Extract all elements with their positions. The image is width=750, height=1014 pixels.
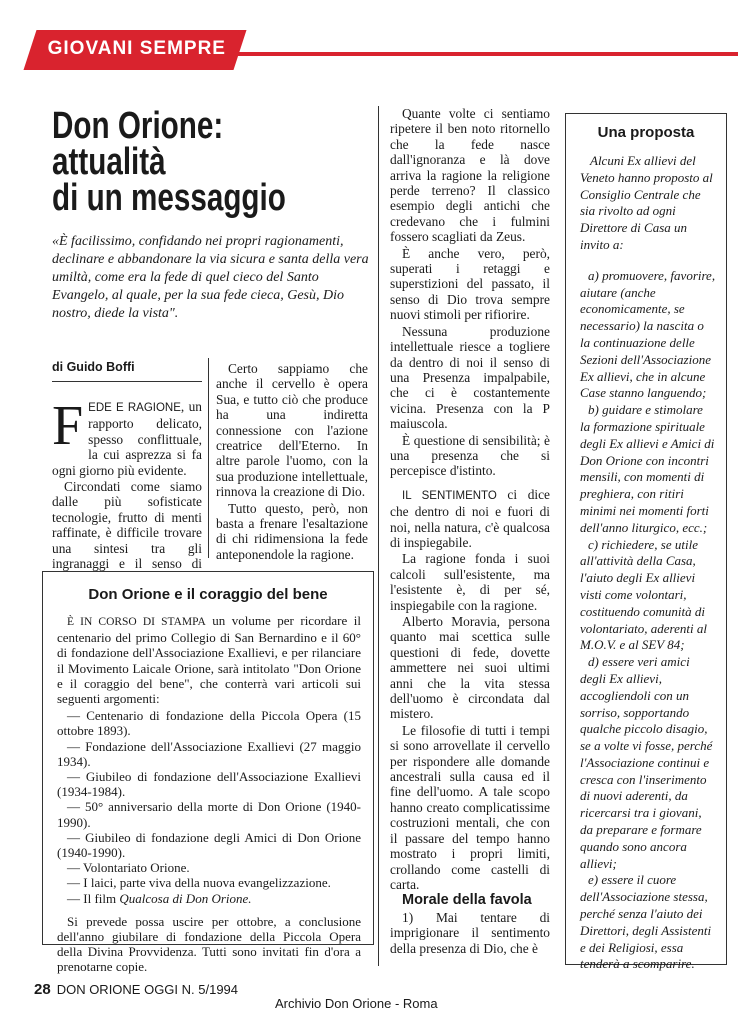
paragraph: Le filosofie di tutti i tempi si sono arrovellate il cervello per rispondere alle domande ancestrali sulla causa ed il fine dell'uomo. A tale scopo hanno creato complicatissime costruzioni mentali, che con il passare del tempo hanno mostrato i propri limiti, crollando come castelli di carta. bbox=[390, 722, 550, 892]
list-item: — I laici, parte viva della nuova evangelizzazione. bbox=[67, 875, 331, 891]
byline: di Guido Boffi bbox=[52, 360, 135, 374]
list-item: — Centenario di fondazione della Piccola Opera (15 ottobre 1893). bbox=[57, 708, 361, 739]
paragraph: Nessuna produzione intellettuale riesce a togliere da dentro di noi il senso di una Presenza impalpabile, che ci è costantemente vicina. Presenza con la P maiuscola. bbox=[390, 323, 550, 432]
paragraph: È anche vero, però, superati i retaggi e superstizioni del passato, il senso di Dio trova sempre nuovi stimoli per rifiorire. bbox=[390, 245, 550, 323]
list-item: — Fondazione dell'Associazione Exallievi (27 maggio 1934). bbox=[57, 738, 361, 769]
list-item: b) guidare e stimolare la formazione spirituale degli Ex allievi e Amici di Don Orione con incontri mensili, con momenti di preghiera, con ritiri minimi nei momenti forti dell'anno liturgico, ecc.; bbox=[580, 402, 715, 535]
list-item: — Giubileo di fondazione degli Amici di Don Orione (1940-1990). bbox=[57, 829, 361, 861]
proposal-list bbox=[580, 268, 716, 973]
title-line-1: Don Orione: bbox=[52, 105, 224, 147]
lead-in: EDE E RAGIONE bbox=[88, 402, 181, 414]
column-rule-a bbox=[208, 358, 209, 558]
list-item bbox=[57, 891, 361, 906]
box-title: Una proposta bbox=[597, 124, 695, 141]
box-intro-text: un volume per ricordare il centenario del primo Collegio di San Bernardino e il 60° di fondazione dell'Associazione Exallievi, e per rilanciare il Movimento Laicale Orione, sarà intitolato "Don Orione e il coraggio del bene", che conterrà vari articoli sui seguenti argomenti: bbox=[57, 613, 361, 707]
title-line-2: attualità bbox=[52, 141, 166, 183]
publication-name: DON ORIONE OGGI N. 5/1994 bbox=[56, 982, 239, 997]
paragraph: Tutto questo, però, non basta a frenare l'esaltazione di chi ridimensiona la fede anteponendole la ragione. bbox=[216, 500, 368, 562]
list-item: e) essere il cuore dell'Associazione stessa, perché senza l'aiuto dei Direttori, degli Assistenti e dei Religiosi, essa tenderà a scomparire. bbox=[580, 872, 712, 972]
lead-in: IL SENTIMENTO bbox=[402, 489, 497, 502]
list-item: c) richiedere, se utile all'attività della Casa, l'aiuto degli Ex allievi visti come volontari, costituendo comunità di volontariato, aderenti al M.O.V. e al SEV 84; bbox=[580, 536, 707, 653]
column-rule-b bbox=[378, 106, 379, 966]
opening-paragraph bbox=[52, 395, 202, 478]
epigraph-quote: «È facilissimo, confidando nei propri ragionamenti, declinare e abbandonare la via sicura e santa della vera umiltà, come era la fede di quel cieco del Santo Evangelo, al quale, per la sua fede cieca, Gesù, Dio nostro, diede la vista". bbox=[52, 234, 369, 321]
paragraph: Certo sappiamo che anche il cervello è opera Sua, e tutto ciò che produce ha una indiretta connessione con l'azione creatrice dell'Eterno. In altre parole l'uomo, con la sua produzione intellettuale, rinnova la creazione di Dio. bbox=[216, 361, 368, 500]
paragraph-text: ci dice che dentro di noi e fuori di noi, nella natura, c'è qualcosa di inspiegabile. bbox=[390, 486, 550, 550]
paragraph bbox=[390, 487, 550, 551]
paragraph: La ragione fonda i suoi calcoli sull'esistente, ma l'esistente è, di per sé, inspiegabile con la ragione. bbox=[390, 551, 550, 613]
sidebar-box-proposal bbox=[565, 113, 727, 972]
film-title: Qualcosa di Don Orione. bbox=[119, 890, 252, 906]
topic-list bbox=[57, 708, 361, 906]
list-item: a) promuovere, favorire, aiutare (anche economicamente, se necessario) la nascita o la continuazione delle Sezioni dell'Associazione Ex allievi, che in alcune Case stanno languendo; bbox=[580, 267, 716, 401]
list-item: — Giubileo di fondazione dell'Associazione Exallievi (1934-1984). bbox=[57, 769, 361, 800]
film-prefix: — Il film bbox=[67, 890, 120, 906]
page-number: 28 bbox=[34, 981, 51, 998]
paragraph: Alberto Moravia, persona quanto mai scettica sulle questioni di fede, dovette ammettere nei suoi ultimi anni che la vita stessa dell'uomo è circondata dal mistero. bbox=[390, 614, 550, 722]
drop-cap: F bbox=[52, 395, 84, 457]
section-label: GIOVANI SEMPRE bbox=[47, 38, 226, 59]
section-tag bbox=[24, 30, 247, 70]
archive-label: Archivio Don Orione - Roma bbox=[275, 996, 438, 1011]
list-item: — Volontariato Orione. bbox=[67, 860, 190, 876]
paragraph: Circondati come siamo dalle più sofisticate tecnologie, frutto di menti raffinate, è difficile trovare una sintesi tra gli ingranaggi e il senso di bbox=[52, 479, 202, 572]
article-column-b bbox=[216, 361, 368, 563]
sidebar-box-book bbox=[42, 571, 374, 975]
list-item: — 50° anniversario della morte di Don Orione (1940-1990). bbox=[57, 799, 361, 830]
box-outro: Si prevede possa uscire per ottobre, a conclusione dell'anno giubilare di fondazione della Piccola Opera della Divina Provvidenza. Tutti sono invitati fin d'ora a prenotarne copie. bbox=[57, 913, 361, 975]
article-column-a bbox=[52, 395, 202, 588]
subheading: Morale della favola bbox=[402, 892, 532, 909]
article-title bbox=[52, 105, 286, 219]
box-intro: Alcuni Ex allievi del Veneto hanno proposto al Consiglio Centrale che sia rivolto ad ogni Direttore di Casa un invito a: bbox=[580, 153, 713, 252]
paragraph: È questione di sensibilità; è una presenza che si percepisce d'istinto. bbox=[390, 432, 550, 479]
lead-in: È IN CORSO DI STAMPA bbox=[67, 616, 206, 628]
paragraph-text: , un rapporto delicato, spesso conflittuale, la cui asprezza si fa ogni giorno più evidente. bbox=[52, 399, 202, 478]
box-intro bbox=[57, 613, 361, 706]
title-line-3: di un messaggio bbox=[52, 177, 286, 219]
byline-rule bbox=[52, 381, 202, 382]
page-footer bbox=[34, 981, 238, 998]
list-item: d) essere veri amici degli Ex allievi, accogliendoli con un sorriso, sopportando qualche piccolo disagio, se a volte vi fosse, perché l'Associazione continui e cresca con l'inserimento di nuovi aderenti, da ricercarsi tra i giovani, da preparare e formare quando sono ancora allievi; bbox=[580, 654, 713, 871]
paragraph: 1) Mai tentare di imprigionare il sentimento della presenza di Dio, che è bbox=[390, 909, 550, 956]
article-column-c bbox=[390, 106, 550, 957]
box-title: Don Orione e il coraggio del bene bbox=[88, 586, 328, 603]
paragraph: Quante volte ci sentiamo ripetere il ben noto ritornello che la fede nasce dall'ignoranza e là dove arriva la ragione la religione perde terreno? Il classico esempio degli antichi che credevano che i fulmini fossero scagliati da Zeus. bbox=[390, 106, 550, 245]
